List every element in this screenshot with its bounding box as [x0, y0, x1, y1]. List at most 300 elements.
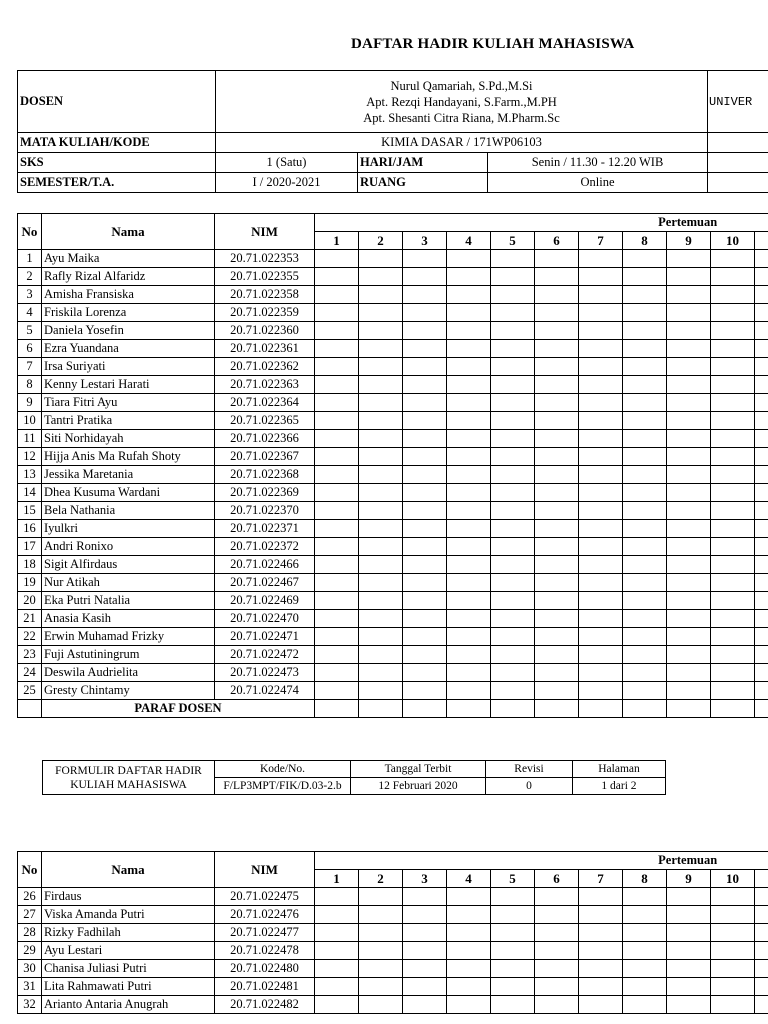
nim-header: NIM: [215, 214, 315, 250]
attendance-cell: [623, 960, 667, 978]
attendance-cell: [535, 888, 579, 906]
attendance-cell: [667, 978, 711, 996]
attendance-cell: [711, 358, 755, 376]
attendance-cell: [403, 376, 447, 394]
attendance-cell: [535, 610, 579, 628]
meeting-number: 9: [667, 870, 711, 888]
attendance-cell: [403, 358, 447, 376]
meeting-number: 10: [711, 232, 755, 250]
attendance-cell: [623, 610, 667, 628]
student-row: [18, 502, 768, 520]
student-row: [18, 448, 768, 466]
student-nim: 20.71.022359: [215, 304, 315, 322]
attendance-cell: [315, 520, 359, 538]
attendance-cell: [755, 448, 768, 466]
attendance-cell: [711, 502, 755, 520]
kode-value: F/LP3MPT/FIK/D.03-2.b: [215, 778, 351, 795]
attendance-cell: [711, 322, 755, 340]
attendance-cell: [667, 520, 711, 538]
dosen-name-1: Nurul Qamariah, S.Pd.,M.Si: [390, 78, 533, 93]
student-row: [18, 322, 768, 340]
attendance-cell: [579, 682, 623, 700]
attendance-cell: [491, 960, 535, 978]
attendance-cell: [315, 592, 359, 610]
attendance-cell: [359, 250, 403, 268]
attendance-cell: [667, 646, 711, 664]
attendance-cell: [667, 340, 711, 358]
attendance-cell: [711, 556, 755, 574]
dosen-names: [216, 71, 708, 133]
attendance-cell: [623, 430, 667, 448]
student-name: Rizky Fadhilah: [42, 924, 215, 942]
attendance-cell: [315, 286, 359, 304]
attendance-cell: [403, 538, 447, 556]
attendance-cell: [667, 592, 711, 610]
attendance-cell: [579, 286, 623, 304]
student-name: Kenny Lestari Harati: [42, 376, 215, 394]
meeting-number: 5: [491, 232, 535, 250]
attendance-cell: [447, 466, 491, 484]
attendance-cell: [403, 610, 447, 628]
attendance-cell: [623, 924, 667, 942]
no-header: No: [18, 214, 42, 250]
attendance-cell: [359, 610, 403, 628]
attendance-cell: [359, 430, 403, 448]
attendance-cell: [667, 960, 711, 978]
attendance-cell: [535, 978, 579, 996]
attendance-cell: [315, 978, 359, 996]
attendance-cell: [623, 412, 667, 430]
attendance-cell: [315, 304, 359, 322]
attendance-cell: [579, 906, 623, 924]
student-name: Friskila Lorenza: [42, 304, 215, 322]
attendance-cell: [359, 304, 403, 322]
student-row: [18, 286, 768, 304]
meeting-number: 7: [579, 870, 623, 888]
attendance-cell: [535, 376, 579, 394]
attendance-cell: [755, 538, 768, 556]
attendance-cell: [447, 520, 491, 538]
attendance-cell: [755, 682, 768, 700]
student-name: Fuji Astutiningrum: [42, 646, 215, 664]
attendance-cell: [579, 502, 623, 520]
attendance-cell: [755, 286, 768, 304]
attendance-cell: [535, 592, 579, 610]
attendance-cell: [535, 924, 579, 942]
student-nim: 20.71.022466: [215, 556, 315, 574]
attendance-cell: [711, 592, 755, 610]
student-no: 2: [18, 268, 42, 286]
attendance-cell: [491, 250, 535, 268]
attendance-cell: [315, 502, 359, 520]
attendance-cell: [755, 250, 768, 268]
student-row: [18, 888, 768, 906]
attendance-cell: [491, 610, 535, 628]
attendance-cell: [667, 394, 711, 412]
attendance-cell: [491, 358, 535, 376]
attendance-cell: [579, 664, 623, 682]
attendance-cell: [711, 304, 755, 322]
attendance-cell: [711, 340, 755, 358]
attendance-cell: [491, 340, 535, 358]
attendance-cell: [623, 466, 667, 484]
student-nim: 20.71.022371: [215, 520, 315, 538]
student-no: 25: [18, 682, 42, 700]
attendance-cell: [359, 664, 403, 682]
student-nim: 20.71.022475: [215, 888, 315, 906]
attendance-cell: [403, 502, 447, 520]
attendance-cell: [667, 502, 711, 520]
student-name: Firdaus: [42, 888, 215, 906]
attendance-cell: [403, 394, 447, 412]
attendance-cell: [623, 538, 667, 556]
attendance-cell: [403, 430, 447, 448]
attendance-cell: [755, 664, 768, 682]
student-name: Hijja Anis Ma Rufah Shoty: [42, 448, 215, 466]
student-no: 23: [18, 646, 42, 664]
form-name-line-2: KULIAH MAHASISWA: [70, 778, 187, 791]
attendance-cell: [447, 646, 491, 664]
meeting-number: 8: [623, 870, 667, 888]
student-name: Deswila Audrielita: [42, 664, 215, 682]
student-name: Jessika Maretania: [42, 466, 215, 484]
attendance-cell: [403, 646, 447, 664]
student-name: Irsa Suriyati: [42, 358, 215, 376]
attendance-cell: [711, 430, 755, 448]
attendance-cell: [711, 646, 755, 664]
attendance-cell: [755, 628, 768, 646]
no-header-2: No: [18, 852, 42, 888]
attendance-cell: [667, 574, 711, 592]
student-no: 11: [18, 430, 42, 448]
attendance-cell: [535, 430, 579, 448]
attendance-cell: [711, 906, 755, 924]
student-no: 24: [18, 664, 42, 682]
student-no: 27: [18, 906, 42, 924]
student-nim: 20.71.022367: [215, 448, 315, 466]
student-nim: 20.71.022478: [215, 942, 315, 960]
student-no: 10: [18, 412, 42, 430]
attendance-cell: [755, 942, 768, 960]
attendance-cell: [491, 412, 535, 430]
attendance-cell: [403, 340, 447, 358]
mata-kuliah-label: MATA KULIAH/KODE: [18, 133, 216, 153]
attendance-cell: [535, 664, 579, 682]
student-nim: 20.71.022481: [215, 978, 315, 996]
student-row: [18, 628, 768, 646]
meeting-number: 7: [579, 232, 623, 250]
attendance-cell: [711, 924, 755, 942]
attendance-cell: [315, 448, 359, 466]
attendance-cell: [491, 906, 535, 924]
attendance-cell: [315, 340, 359, 358]
attendance-cell: [315, 484, 359, 502]
attendance-cell: [711, 682, 755, 700]
attendance-cell: [623, 592, 667, 610]
attendance-cell: [755, 502, 768, 520]
meeting-number: 2: [359, 232, 403, 250]
meeting-number: 5: [491, 870, 535, 888]
student-row: [18, 610, 768, 628]
student-name: Rafly Rizal Alfaridz: [42, 268, 215, 286]
meeting-number: 6: [535, 232, 579, 250]
attendance-cell: [755, 592, 768, 610]
attendance-cell: [491, 520, 535, 538]
student-name: Tantri Pratika: [42, 412, 215, 430]
meeting-number: 3: [403, 232, 447, 250]
student-no: 9: [18, 394, 42, 412]
attendance-cell: [579, 268, 623, 286]
attendance-cell: [623, 942, 667, 960]
attendance-cell: [579, 592, 623, 610]
attendance-cell: [579, 376, 623, 394]
student-nim: 20.71.022476: [215, 906, 315, 924]
attendance-cell: [403, 960, 447, 978]
attendance-cell: [359, 996, 403, 1014]
meeting-number: 3: [403, 870, 447, 888]
attendance-cell: [315, 412, 359, 430]
attendance-cell: [447, 484, 491, 502]
attendance-cell: [711, 376, 755, 394]
attendance-cell: [491, 942, 535, 960]
attendance-cell: [579, 574, 623, 592]
attendance-cell: [579, 394, 623, 412]
attendance-cell: [755, 466, 768, 484]
attendance-cell: [623, 556, 667, 574]
attendance-cell: [755, 340, 768, 358]
student-name: Chanisa Juliasi Putri: [42, 960, 215, 978]
attendance-cell: [711, 960, 755, 978]
attendance-cell: [359, 520, 403, 538]
attendance-cell: [403, 574, 447, 592]
attendance-cell: [447, 610, 491, 628]
attendance-cell: [711, 286, 755, 304]
kode-label: Kode/No.: [215, 761, 351, 778]
attendance-cell: [755, 978, 768, 996]
attendance-cell: [579, 358, 623, 376]
attendance-cell: [403, 592, 447, 610]
attendance-cell: [755, 430, 768, 448]
attendance-cell: [359, 538, 403, 556]
attendance-cell: [579, 304, 623, 322]
attendance-cell: [359, 376, 403, 394]
attendance-cell: [359, 340, 403, 358]
attendance-cell: [315, 430, 359, 448]
page-title: DAFTAR HADIR KULIAH MAHASISWA: [351, 36, 635, 52]
attendance-cell: [667, 412, 711, 430]
attendance-cell: [447, 888, 491, 906]
student-row: [18, 304, 768, 322]
student-name: Ayu Maika: [42, 250, 215, 268]
student-no: 1: [18, 250, 42, 268]
attendance-cell: [315, 268, 359, 286]
student-nim: 20.71.022362: [215, 358, 315, 376]
attendance-cell: [579, 484, 623, 502]
student-no: 32: [18, 996, 42, 1014]
student-name: Arianto Antaria Anugrah: [42, 996, 215, 1014]
attendance-cell: [359, 592, 403, 610]
attendance-cell: [359, 466, 403, 484]
student-name: Siti Norhidayah: [42, 430, 215, 448]
attendance-cell: [755, 484, 768, 502]
attendance-cell: [535, 358, 579, 376]
attendance-cell: [359, 960, 403, 978]
student-no: 18: [18, 556, 42, 574]
attendance-cell: [667, 376, 711, 394]
attendance-cell: [535, 448, 579, 466]
attendance-cell: [623, 682, 667, 700]
attendance-cell: [535, 942, 579, 960]
student-nim: 20.71.022480: [215, 960, 315, 978]
student-no: 7: [18, 358, 42, 376]
attendance-cell: [535, 484, 579, 502]
attendance-cell: [667, 484, 711, 502]
attendance-cell: [447, 664, 491, 682]
attendance-cell: [667, 322, 711, 340]
attendance-cell: [667, 466, 711, 484]
student-no: 31: [18, 978, 42, 996]
student-nim: 20.71.022364: [215, 394, 315, 412]
attendance-cell: [447, 682, 491, 700]
student-row: [18, 430, 768, 448]
student-row: [18, 358, 768, 376]
attendance-cell: [359, 574, 403, 592]
revisi-label: Revisi: [486, 761, 573, 778]
attendance-cell: [667, 906, 711, 924]
attendance-cell: [579, 340, 623, 358]
attendance-cell: [447, 430, 491, 448]
student-row: [18, 960, 768, 978]
attendance-cell: [667, 358, 711, 376]
attendance-cell: [447, 286, 491, 304]
attendance-cell: [623, 448, 667, 466]
attendance-cell: [447, 340, 491, 358]
attendance-cell: [359, 412, 403, 430]
attendance-cell: [491, 322, 535, 340]
attendance-cell: [315, 538, 359, 556]
attendance-cell: [579, 322, 623, 340]
attendance-cell: [491, 286, 535, 304]
attendance-cell: [315, 996, 359, 1014]
attendance-cell: [447, 996, 491, 1014]
attendance-cell: [403, 906, 447, 924]
attendance-cell: [711, 484, 755, 502]
attendance-cell: [535, 646, 579, 664]
meeting-number: 4: [447, 870, 491, 888]
attendance-cell: [755, 322, 768, 340]
attendance-cell: [579, 924, 623, 942]
attendance-cell: [447, 502, 491, 520]
attendance-cell: [447, 960, 491, 978]
attendance-cell: [447, 394, 491, 412]
attendance-table-2: [17, 851, 768, 1014]
halaman-label: Halaman: [573, 761, 666, 778]
attendance-cell: [315, 466, 359, 484]
attendance-cell: [711, 250, 755, 268]
tanggal-value: 12 Februari 2020: [351, 778, 486, 795]
student-no: 19: [18, 574, 42, 592]
attendance-cell: [315, 888, 359, 906]
attendance-cell: [667, 996, 711, 1014]
semester-label: SEMESTER/T.A.: [18, 173, 216, 193]
student-nim: 20.71.022469: [215, 592, 315, 610]
student-name: Nur Atikah: [42, 574, 215, 592]
student-name: Andri Ronixo: [42, 538, 215, 556]
student-row: [18, 682, 768, 700]
attendance-cell: [535, 538, 579, 556]
pertemuan-header: Pertemuan: [315, 214, 768, 232]
attendance-cell: [359, 394, 403, 412]
dosen-name-2: Apt. Rezqi Handayani, S.Farm.,M.PH: [366, 94, 557, 109]
attendance-cell: [535, 556, 579, 574]
student-nim: 20.71.022358: [215, 286, 315, 304]
attendance-cell: [755, 996, 768, 1014]
student-name: Tiara Fitri Ayu: [42, 394, 215, 412]
attendance-cell: [403, 286, 447, 304]
attendance-cell: [623, 304, 667, 322]
attendance-cell: [535, 466, 579, 484]
attendance-cell: [535, 394, 579, 412]
attendance-cell: [403, 924, 447, 942]
attendance-cell: [359, 322, 403, 340]
attendance-cell: [491, 996, 535, 1014]
student-nim: 20.71.022366: [215, 430, 315, 448]
attendance-cell: [491, 304, 535, 322]
nim-header-2: NIM: [215, 852, 315, 888]
attendance-cell: [711, 888, 755, 906]
student-row: [18, 340, 768, 358]
mata-kuliah-value: KIMIA DASAR / 171WP06103: [216, 133, 708, 153]
attendance-cell: [403, 664, 447, 682]
paraf-dosen-label: PARAF DOSEN: [42, 700, 315, 718]
attendance-cell: [403, 556, 447, 574]
attendance-cell: [315, 924, 359, 942]
attendance-cell: [315, 628, 359, 646]
attendance-cell: [579, 556, 623, 574]
attendance-cell: [491, 448, 535, 466]
student-no: 12: [18, 448, 42, 466]
attendance-cell: [447, 592, 491, 610]
student-nim: 20.71.022365: [215, 412, 315, 430]
attendance-cell: [315, 906, 359, 924]
tanggal-label: Tanggal Terbit: [351, 761, 486, 778]
attendance-cell: [667, 556, 711, 574]
sks-value: 1 (Satu): [216, 153, 358, 173]
attendance-cell: [711, 978, 755, 996]
attendance-cell: [667, 538, 711, 556]
student-no: 30: [18, 960, 42, 978]
student-nim: 20.71.022473: [215, 664, 315, 682]
student-row: [18, 520, 768, 538]
student-no: 6: [18, 340, 42, 358]
attendance-cell: [579, 888, 623, 906]
attendance-cell: [667, 924, 711, 942]
attendance-cell: [667, 682, 711, 700]
attendance-cell: [535, 996, 579, 1014]
attendance-cell: [711, 574, 755, 592]
attendance-cell: [315, 394, 359, 412]
student-name: Amisha Fransiska: [42, 286, 215, 304]
student-nim: 20.71.022361: [215, 340, 315, 358]
hari-jam-value: Senin / 11.30 - 12.20 WIB: [488, 153, 708, 173]
meeting-number: 6: [535, 870, 579, 888]
attendance-cell: [359, 556, 403, 574]
attendance-cell: [315, 250, 359, 268]
student-no: 29: [18, 942, 42, 960]
ruang-label: RUANG: [358, 173, 488, 193]
hari-jam-label: HARI/JAM: [358, 153, 488, 173]
student-name: Iyulkri: [42, 520, 215, 538]
